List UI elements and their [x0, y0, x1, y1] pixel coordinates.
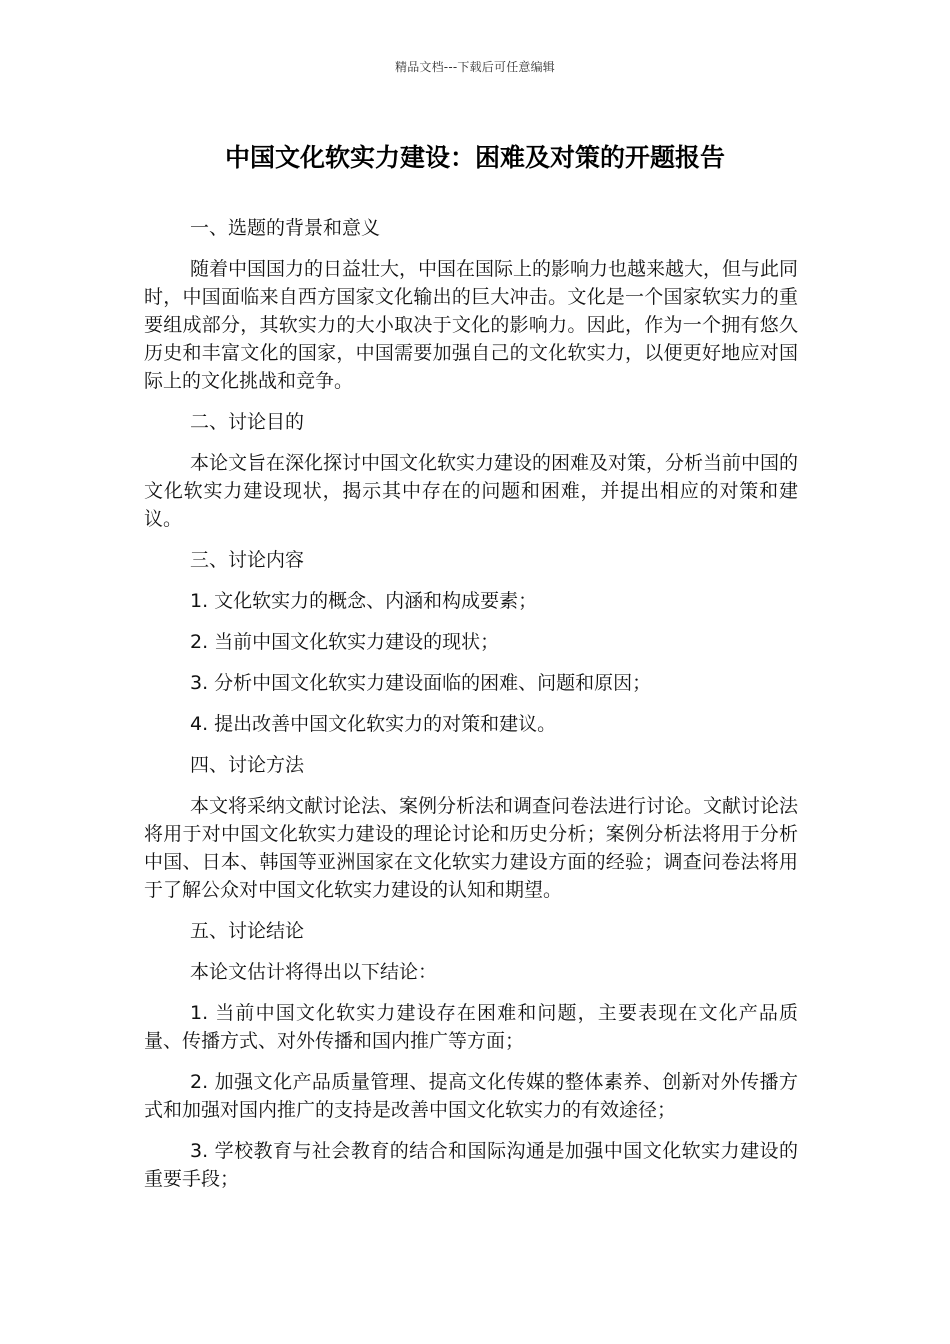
content-item-1: 1. 文化软实力的概念、内涵和构成要素；: [190, 590, 538, 612]
page-header: 精品文档---下载后可任意编辑: [395, 60, 555, 74]
document-body: [144, 214, 798, 1206]
section-heading-method: 四、讨论方法: [190, 754, 305, 776]
conclusion-item-1: 1. 当前中国文化软实力建设存在困难和问题，主要表现在文化产品质量、传播方式、对外传播和国内推广等方面；: [144, 1002, 798, 1052]
content-item-2: 2. 当前中国文化软实力建设的现状；: [190, 631, 500, 653]
paragraph-purpose: 本论文旨在深化探讨中国文化软实力建设的困难及对策，分析当前中国的文化软实力建设现状，揭示其中存在的问题和困难，并提出相应的对策和建议。: [144, 452, 799, 530]
section-heading-conclusion: 五、讨论结论: [190, 920, 305, 942]
content-item-4: 4. 提出改善中国文化软实力的对策和建议。: [190, 713, 557, 735]
conclusion-item-3: 3. 学校教育与社会教育的结合和国际沟通是加强中国文化软实力建设的重要手段；: [144, 1140, 798, 1190]
document-title: 中国文化软实力建设：困难及对策的开题报告: [224, 143, 725, 172]
paragraph-conclusion-intro: 本论文估计将得出以下结论：: [190, 961, 438, 983]
content-item-3: 3. 分析中国文化软实力建设面临的困难、问题和原因；: [190, 672, 652, 694]
conclusion-item-2: 2. 加强文化产品质量管理、提高文化传媒的整体素养、创新对外传播方式和加强对国内推广的支持是改善中国文化软实力的有效途径；: [144, 1071, 798, 1121]
section-heading-content: 三、讨论内容: [190, 549, 305, 571]
section-heading-background: 一、选题的背景和意义: [190, 217, 381, 239]
paragraph-method: 本文将采纳文献讨论法、案例分析法和调查问卷法进行讨论。文献讨论法将用于对中国文化软实力建设的理论讨论和历史分析；案例分析法将用于分析中国、日本、韩国等亚洲国家在文化软实力建设方面的经验；调查问卷法将用于了解公众对中国文化软实力建设的认知和期望。: [144, 795, 799, 901]
section-heading-purpose: 二、讨论目的: [190, 411, 305, 433]
paragraph-background: 随着中国国力的日益壮大，中国在国际上的影响力也越来越大，但与此同时，中国面临来自西方国家文化输出的巨大冲击。文化是一个国家软实力的重要组成部分，其软实力的大小取决于文化的影响力。因此，作为一个拥有悠久历史和丰富文化的国家，中国需要加强自己的文化软实力，以便更好地应对国际上的文化挑战和竞争。: [144, 258, 799, 392]
